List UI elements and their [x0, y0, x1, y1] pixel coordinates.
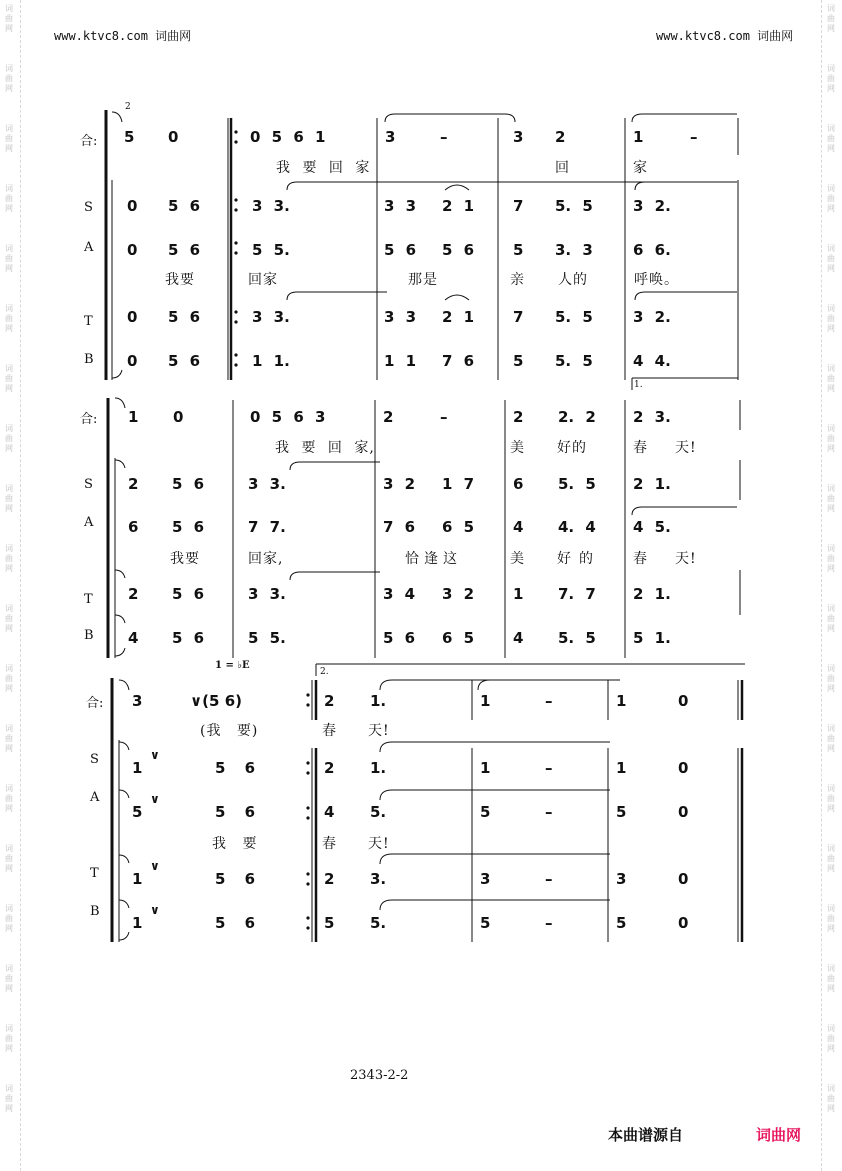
part-label-t: T — [84, 592, 93, 607]
watermark-text: 词曲网 — [827, 724, 835, 753]
watermark-text: 词曲网 — [5, 364, 13, 393]
note: – — [440, 128, 448, 146]
lyric: 我 要 回 家 — [276, 160, 371, 176]
note-group: 0 5 6 1 — [250, 128, 326, 146]
note: 3 — [385, 128, 396, 146]
lyric: 我要 — [170, 551, 200, 567]
note-group: 1 1. — [252, 352, 290, 370]
part-label-t: T — [90, 866, 99, 881]
note-group: 7 6 — [383, 518, 416, 536]
footer-source: 本曲谱源自 — [608, 1126, 684, 1144]
lyric: 春 — [322, 836, 337, 852]
watermark-text: 词曲网 — [827, 64, 835, 93]
note-group: 5 6 — [168, 241, 201, 259]
note: 1 — [480, 759, 491, 777]
note: 0 — [127, 241, 138, 259]
section-marker: 2 — [125, 102, 131, 112]
note: – — [545, 692, 553, 710]
note: 2 — [324, 870, 335, 888]
note: 0 — [678, 759, 689, 777]
header-right-url[interactable]: www.ktvc8.com 词曲网 — [656, 29, 794, 43]
note-group: 5 6 — [172, 629, 205, 647]
note-group: ∨(5 6) — [190, 692, 242, 710]
watermark-text: 词曲网 — [5, 724, 13, 753]
note: – — [545, 914, 553, 932]
note-group: 6 5 — [442, 518, 475, 536]
watermark-text: 词曲网 — [5, 124, 13, 153]
note: – — [545, 870, 553, 888]
lyric: 呼唤。 — [634, 272, 679, 288]
note-group: 5. 5 — [558, 629, 596, 647]
note: 0 — [127, 352, 138, 370]
note: 2 — [324, 759, 335, 777]
lyric: 那是 — [408, 272, 438, 288]
note: 0 — [678, 914, 689, 932]
note: 0 — [127, 197, 138, 215]
note: 1 — [128, 408, 139, 426]
note-group: 1 7 — [442, 475, 475, 493]
note-group: 2 1. — [633, 475, 671, 493]
lyric: 春 — [322, 723, 337, 739]
page-number: 2343-2-2 — [350, 1068, 409, 1083]
note-group: 3 3 — [384, 308, 417, 326]
note: 4 — [513, 518, 524, 536]
watermark-text: 词曲网 — [827, 4, 835, 33]
note: 1 — [480, 692, 491, 710]
lyric: (我 要) — [200, 723, 259, 739]
watermark-text: 词曲网 — [5, 964, 13, 993]
part-label-s: S — [84, 200, 93, 215]
note-group: 7. 7 — [558, 585, 596, 603]
watermark-text: 词曲网 — [827, 184, 835, 213]
note: 1 — [132, 870, 143, 888]
note-group: 2 1. — [633, 585, 671, 603]
note-group: 5 6 — [215, 914, 256, 932]
lyric: 恰逢这 — [405, 551, 462, 567]
part-label-s: S — [84, 477, 93, 492]
watermark-text: 词曲网 — [827, 784, 835, 813]
note-group: 5. 5 — [555, 308, 593, 326]
watermark-text: 词曲网 — [5, 4, 13, 33]
note-group: 2 1 — [442, 308, 475, 326]
note-group: 5 6 — [383, 629, 416, 647]
note: 2 — [555, 128, 566, 146]
note: 1 — [513, 585, 524, 603]
note-group: 2. 2 — [558, 408, 596, 426]
lyric: 我 要 回 家, — [275, 440, 375, 456]
note: 3 — [132, 692, 143, 710]
part-label-chorus: 合: — [86, 696, 104, 711]
watermark-text: 词曲网 — [5, 544, 13, 573]
note: 0 — [678, 803, 689, 821]
note: 3. — [370, 870, 387, 888]
note: 5 — [513, 241, 524, 259]
note-group: 2 1 — [442, 197, 475, 215]
watermark-text: 词曲网 — [827, 844, 835, 873]
note-group: 5 6 — [215, 803, 256, 821]
key-change: 1 = ♭E — [215, 660, 250, 671]
note-group: 3 3. — [252, 308, 290, 326]
watermark-text: 词曲网 — [827, 1084, 835, 1113]
part-label-b: B — [84, 628, 94, 643]
note: 5 — [480, 914, 491, 932]
part-label-t: T — [84, 314, 93, 329]
part-label-chorus: 合: — [80, 412, 98, 427]
note: 0 — [678, 692, 689, 710]
lyric: 美 — [510, 551, 525, 567]
watermark-text: 词曲网 — [827, 364, 835, 393]
header-left-url[interactable]: www.ktvc8.com 词曲网 — [54, 29, 192, 43]
lyric: 家 — [633, 160, 648, 176]
lyric: 天! — [368, 836, 390, 852]
note: 5 — [513, 352, 524, 370]
note: – — [690, 128, 698, 146]
note-group: 5 1. — [633, 629, 671, 647]
watermark-text: 词曲网 — [827, 124, 835, 153]
breath-mark: ∨ — [150, 748, 160, 762]
watermark-text: 词曲网 — [827, 544, 835, 573]
part-label-a: A — [84, 515, 94, 530]
note-group: 3 4 — [383, 585, 416, 603]
note: 5 — [324, 914, 335, 932]
note: 1 — [132, 914, 143, 932]
note-group: 3 3. — [248, 585, 286, 603]
note-group: 5 6 — [215, 759, 256, 777]
watermark-text: 词曲网 — [5, 1024, 13, 1053]
lyric: 回 — [555, 160, 570, 176]
lyric: 回家, — [248, 551, 284, 567]
watermark-text: 词曲网 — [5, 784, 13, 813]
watermark-text: 词曲网 — [5, 604, 13, 633]
note: 0 — [173, 408, 184, 426]
watermark-text: 词曲网 — [5, 64, 13, 93]
note: 0 — [678, 870, 689, 888]
note: 4 — [128, 629, 139, 647]
part-label-b: B — [84, 352, 94, 367]
note-group: 5. 5 — [558, 475, 596, 493]
note-group: 5 5. — [252, 241, 290, 259]
note: 2 — [324, 692, 335, 710]
watermark-text: 词曲网 — [827, 904, 835, 933]
watermark-text: 词曲网 — [5, 1084, 13, 1113]
note-group: 5 6 — [168, 308, 201, 326]
watermark-text: 词曲网 — [5, 484, 13, 513]
watermark-text: 词曲网 — [5, 844, 13, 873]
watermark-text: 词曲网 — [827, 484, 835, 513]
note-group: 0 5 6 3 — [250, 408, 326, 426]
lyric: 我 要 — [212, 836, 258, 852]
note: 3 — [513, 128, 524, 146]
watermark-text: 词曲网 — [5, 244, 13, 273]
watermark-text: 词曲网 — [827, 244, 835, 273]
note-group: 5. 5 — [555, 352, 593, 370]
note: 7 — [513, 197, 524, 215]
note: 3 — [616, 870, 627, 888]
lyric: 春 — [633, 551, 648, 567]
note: 5 — [132, 803, 143, 821]
volta-1-label: 1. — [634, 380, 643, 390]
note: 6 — [513, 475, 524, 493]
part-label-b: B — [90, 904, 100, 919]
note: 4 — [513, 629, 524, 647]
watermark-text: 词曲网 — [5, 664, 13, 693]
lyric: 亲 — [510, 272, 525, 288]
lyric: 天! — [368, 723, 390, 739]
note: 2 — [128, 475, 139, 493]
note-group: 3 2. — [633, 308, 671, 326]
lyric: 春 — [633, 440, 648, 456]
note: 1 — [616, 692, 627, 710]
part-label-a: A — [90, 790, 100, 805]
note-group: 3 2 — [442, 585, 475, 603]
volta-2-label: 2. — [320, 667, 329, 677]
note-group: 4 5. — [633, 518, 671, 536]
part-label-chorus: 合: — [80, 134, 98, 149]
lyric: 回家 — [248, 272, 278, 288]
watermark-text: 词曲网 — [827, 604, 835, 633]
lyric: 人的 — [558, 272, 588, 288]
note: – — [440, 408, 448, 426]
note-group: 6 6. — [633, 241, 671, 259]
note-group: 5 6 — [172, 475, 205, 493]
breath-mark: ∨ — [150, 859, 160, 873]
note: – — [545, 803, 553, 821]
lyric: 美 — [510, 440, 525, 456]
watermark-text: 词曲网 — [5, 424, 13, 453]
note-group: 2 3. — [633, 408, 671, 426]
note: 4 — [324, 803, 335, 821]
note-group: 3. 3 — [555, 241, 593, 259]
note-group: 7 6 — [442, 352, 475, 370]
note-group: 3 3. — [248, 475, 286, 493]
breath-mark: ∨ — [150, 903, 160, 917]
lyric: 天! — [675, 440, 697, 456]
note-group: 5 6 — [442, 241, 475, 259]
note: 6 — [128, 518, 139, 536]
watermark-text: 词曲网 — [827, 1024, 835, 1053]
note: 1 — [132, 759, 143, 777]
note: 5. — [370, 914, 387, 932]
note-group: 5 6 — [384, 241, 417, 259]
note: 3 — [480, 870, 491, 888]
note: 5 — [124, 128, 135, 146]
note: – — [545, 759, 553, 777]
watermark-text: 词曲网 — [827, 424, 835, 453]
note: 5 — [616, 803, 627, 821]
note: 1. — [370, 692, 387, 710]
part-label-a: A — [84, 240, 94, 255]
note: 2 — [513, 408, 524, 426]
watermark-text: 词曲网 — [827, 304, 835, 333]
note: 7 — [513, 308, 524, 326]
note-group: 5 6 — [168, 352, 201, 370]
note: 1. — [370, 759, 387, 777]
note-group: 5 6 — [215, 870, 256, 888]
note: 0 — [127, 308, 138, 326]
note: 1 — [616, 759, 627, 777]
note-group: 6 5 — [442, 629, 475, 647]
note: 2 — [383, 408, 394, 426]
lyric: 我要 — [165, 272, 195, 288]
note-group: 5 6 — [172, 585, 205, 603]
note-group: 3 3. — [252, 197, 290, 215]
note-group: 1 1 — [384, 352, 417, 370]
lyric: 好的 — [557, 440, 587, 456]
note: 2 — [128, 585, 139, 603]
note: 5 — [480, 803, 491, 821]
watermark-text: 词曲网 — [5, 184, 13, 213]
watermark-text: 词曲网 — [5, 904, 13, 933]
note-group: 4. 4 — [558, 518, 596, 536]
note: 5 — [616, 914, 627, 932]
note-group: 5 6 — [168, 197, 201, 215]
lyric: 好的 — [557, 551, 601, 567]
watermark-text: 词曲网 — [827, 964, 835, 993]
note: 5. — [370, 803, 387, 821]
note: 0 — [168, 128, 179, 146]
watermark-text: 词曲网 — [827, 664, 835, 693]
footer-brand-link[interactable]: 词曲网 — [756, 1126, 802, 1144]
note-group: 5 5. — [248, 629, 286, 647]
note-group: 7 7. — [248, 518, 286, 536]
note-group: 3 3 — [384, 197, 417, 215]
note-group: 5 6 — [172, 518, 205, 536]
watermark-text: 词曲网 — [5, 304, 13, 333]
part-label-s: S — [90, 752, 99, 767]
breath-mark: ∨ — [150, 792, 160, 806]
lyric: 天! — [675, 551, 697, 567]
note: 1 — [633, 128, 644, 146]
note-group: 3 2 — [383, 475, 416, 493]
note-group: 3 2. — [633, 197, 671, 215]
note-group: 5. 5 — [555, 197, 593, 215]
note-group: 4 4. — [633, 352, 671, 370]
